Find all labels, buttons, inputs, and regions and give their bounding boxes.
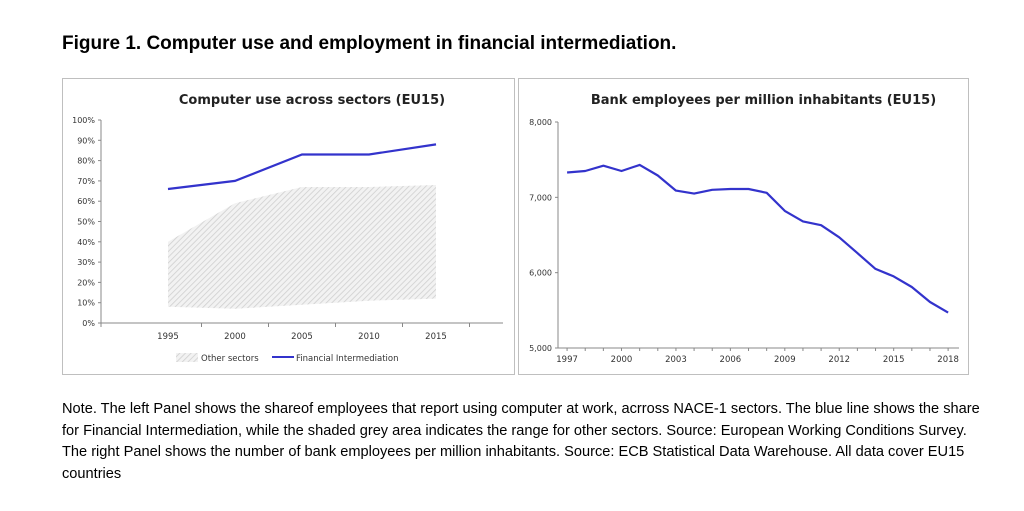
x-tick-label: 2015: [882, 355, 905, 365]
x-tick-label: 2015: [425, 332, 447, 342]
x-tick-label: 1995: [157, 332, 179, 342]
y-tick-label: 80%: [77, 156, 95, 166]
bank-employees-chart: [519, 79, 968, 374]
x-tick-label: 2010: [358, 332, 380, 342]
x-tick-label: 2006: [719, 355, 742, 365]
y-tick-label: 50%: [77, 217, 95, 227]
computer-use-chart: [63, 79, 514, 374]
x-tick-label: 2012: [828, 355, 851, 365]
computer-use-chart-panel: [62, 78, 515, 375]
figure-note: Note. The left Panel shows the shareof employees that report using computer at work, acrross NACE-1 sectors. The blue line shows the share for Financial Intermediation, while the shaded grey area indicates the range for other sectors. Source: European Working Conditions Survey. The right Panel shows the number of bank employees per million inhabitants. Source: ECB Statistical Data Warehouse. All data cover EU15 countries: [62, 401, 980, 482]
y-tick-label: 70%: [77, 176, 95, 186]
y-tick-label: 40%: [77, 237, 95, 247]
y-tick-label: 60%: [77, 197, 95, 207]
bank-employees-line: [567, 165, 948, 313]
y-tick-label: 20%: [77, 278, 95, 288]
financial-intermediation-line: [168, 144, 436, 189]
x-tick-label: 2005: [291, 332, 313, 342]
x-tick-label: 2018: [937, 355, 959, 365]
y-tick-label: 10%: [77, 298, 95, 308]
y-tick-label: 100%: [72, 116, 95, 125]
x-tick-label: 1997: [556, 355, 578, 365]
y-tick-label: 8,000: [529, 118, 552, 127]
figure-title: Figure 1. Computer use and employment in financial intermediation.: [62, 33, 677, 54]
y-tick-label: 90%: [77, 136, 95, 146]
legend-label-other-sectors: Other sectors: [201, 354, 259, 364]
x-tick-label: 2000: [610, 355, 633, 365]
y-tick-label: 7,000: [529, 193, 552, 203]
y-tick-label: 30%: [77, 258, 95, 268]
legend-label-financial-intermediation: Financial Intermediation: [296, 354, 399, 364]
bank-employees-chart-panel: [518, 78, 969, 375]
y-tick-label: 0%: [82, 319, 95, 328]
x-tick-label: 2000: [224, 332, 246, 342]
y-tick-label: 6,000: [529, 268, 552, 278]
y-tick-label: 5,000: [529, 344, 552, 353]
x-tick-label: 2009: [773, 355, 796, 365]
x-tick-label: 2003: [665, 355, 687, 365]
chart-title: Computer use across sectors (EU15): [178, 93, 446, 108]
chart-title: Bank employees per million inhabitants (EU15): [590, 93, 937, 108]
legend-swatch-other-sectors: [176, 353, 198, 362]
other-sectors-range-area: [168, 185, 436, 309]
